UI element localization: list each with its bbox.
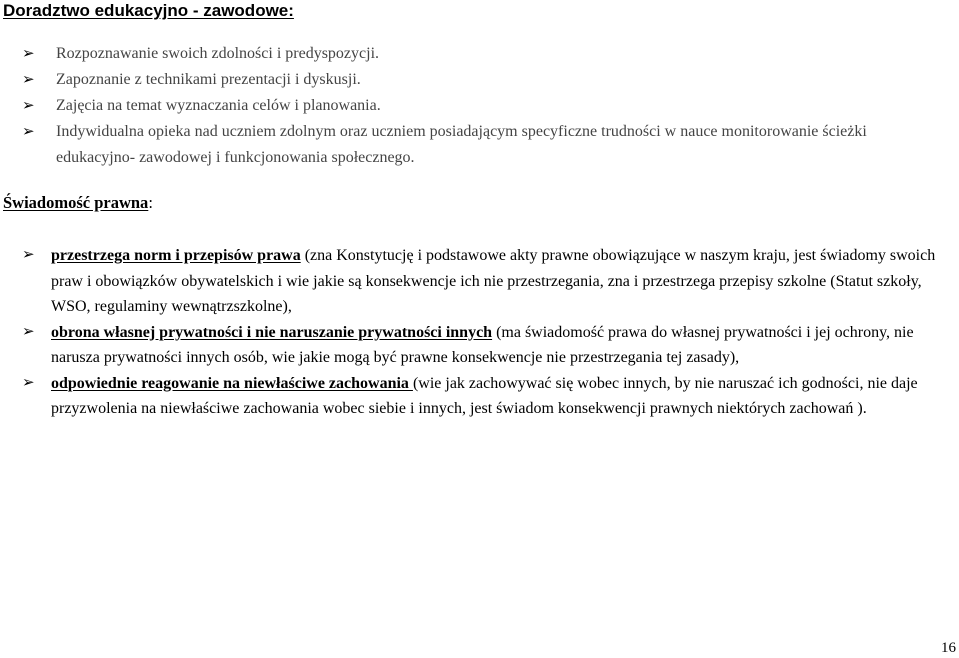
list-item-lead: obrona własnej prywatności i nie naruszanie prywatności innych [51,323,493,341]
list-item-lead: odpowiednie reagowanie na niewłaściwe zachowania [51,374,413,392]
arrowhead-bullet-icon: ➢ [22,374,35,391]
page-number: 16 [941,640,956,656]
arrowhead-bullet-icon: ➢ [22,247,35,263]
list-item-text: (wie jak zachowywać się wobec innych, by nie naruszać ich godności, nie daje przyzwolenia na niewłaściwe zachowania wobec siebie i innych, jest świadom konsekwencji prawnych niektórych zachowań ). [51,374,918,417]
section-heading-colon: : [148,193,153,212]
arrowhead-bullet-icon: ➢ [22,46,35,62]
list-item-text: Indywidualna opieka nad uczniem zdolnym oraz uczniem posiadającym specyficzne trudności w nauce monitorowanie ścieżki edukacyjno- zawodowej i funkcjonowania społecznego. [56,123,867,166]
legal-awareness-list [22,243,957,422]
section-heading-career-counseling: Doradztwo edukacyjno - zawodowe: [3,1,294,20]
list-item-text: Rozpoznawanie swoich zdolności i predyspozycji. [56,45,380,62]
list-item [22,243,957,320]
list-item [22,41,942,67]
arrowhead-bullet-icon: ➢ [22,98,35,114]
list-item [22,67,942,93]
list-item-text: (ma świadomość prawa do własnej prywatności i jej ochrony, nie narusza prywatności innych osób, wie jakie mogą być prawne konsekwencje nie przestrzegania tej zasady), [51,323,914,366]
arrowhead-bullet-icon: ➢ [22,124,35,140]
list-item-lead: przestrzega norm i przepisów prawa [51,247,301,264]
list-item-text: Zajęcia na temat wyznaczania celów i planowania. [56,97,381,114]
list-item [22,93,942,119]
list-item [22,119,942,171]
list-item-text: (zna Konstytucję i podstawowe akty prawne obowiązujące w naszym kraju, jest świadomy swoich praw i obowiązków obywatelskich i wie jakie są konsekwencje ich nie przestrzegania, zna i przestrzega przepisy szkolne (Statut szkoły, WSO, regulaminy wewnątrzszkolne), [51,247,936,315]
list-item-text: Zapoznanie z technikami prezentacji i dyskusji. [56,71,361,88]
list-item [22,371,957,422]
section-heading-legal-awareness [3,191,153,215]
section-heading-text: Świadomość prawna [3,193,149,212]
arrowhead-bullet-icon: ➢ [22,72,35,88]
career-counseling-list [22,41,942,171]
list-item [22,320,957,371]
arrowhead-bullet-icon: ➢ [22,323,35,340]
